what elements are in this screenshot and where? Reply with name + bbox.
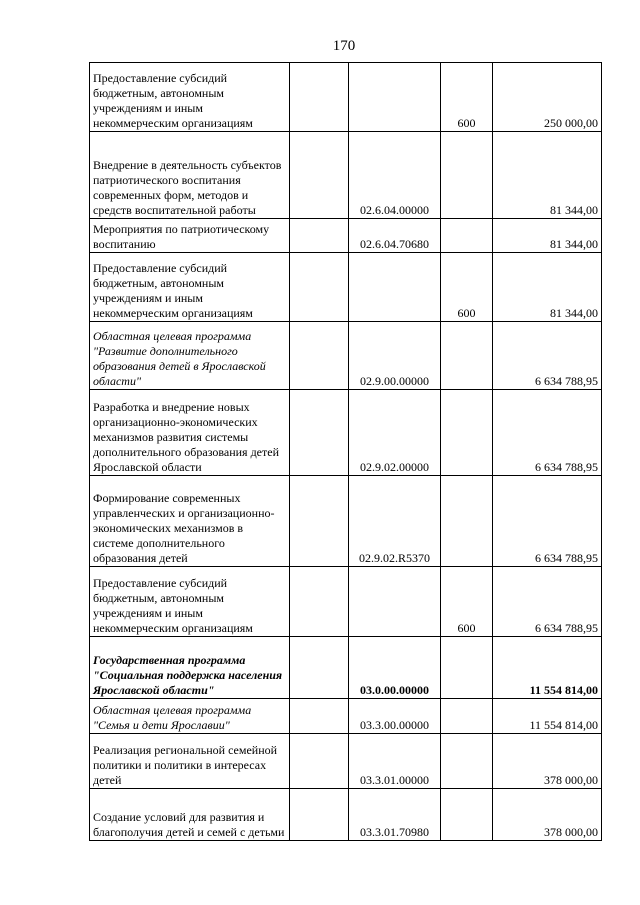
table-row <box>90 390 602 476</box>
row-expense-type: 600 <box>441 253 493 322</box>
table-row <box>90 219 602 253</box>
row-expense-type <box>441 476 493 567</box>
row-amount: 6 634 788,95 <box>493 476 602 567</box>
table-row <box>90 789 602 841</box>
row-code: 03.3.01.00000 <box>349 734 441 789</box>
row-name: Мероприятия по патриотическому воспитанию <box>90 219 290 253</box>
row-blank <box>290 734 349 789</box>
row-blank <box>290 789 349 841</box>
row-blank <box>290 322 349 390</box>
row-code: 02.9.00.00000 <box>349 322 441 390</box>
row-amount: 6 634 788,95 <box>493 567 602 637</box>
row-name: Предоставление субсидий бюджетным, автономным учреждениям и иным некоммерческим организациям <box>90 567 290 637</box>
row-amount: 250 000,00 <box>493 63 602 132</box>
row-name: Формирование современных управленческих и организационно-экономических механизмов в системе дополнительного образования детей <box>90 476 290 567</box>
row-expense-type <box>441 322 493 390</box>
row-code: 02.9.02.R5370 <box>349 476 441 567</box>
row-expense-type <box>441 132 493 219</box>
row-blank <box>290 219 349 253</box>
table-row <box>90 637 602 699</box>
row-blank <box>290 132 349 219</box>
row-blank <box>290 253 349 322</box>
table-row <box>90 63 602 132</box>
row-amount: 81 344,00 <box>493 219 602 253</box>
row-name: Создание условий для развития и благополучия детей и семей с детьми <box>90 789 290 841</box>
row-name: Областная целевая программа "Развитие дополнительного образования детей в Ярославской области" <box>90 322 290 390</box>
row-expense-type <box>441 699 493 734</box>
row-code <box>349 63 441 132</box>
table-row <box>90 699 602 734</box>
row-expense-type: 600 <box>441 63 493 132</box>
row-expense-type: 600 <box>441 567 493 637</box>
table-row <box>90 322 602 390</box>
table-row <box>90 476 602 567</box>
row-expense-type <box>441 219 493 253</box>
table-row <box>90 253 602 322</box>
row-code: 02.9.02.00000 <box>349 390 441 476</box>
row-name: Разработка и внедрение новых организационно-экономических механизмов развития системы дополнительного образования детей Ярославской области <box>90 390 290 476</box>
row-name: Государственная программа "Социальная поддержка населения Ярославской области" <box>90 637 290 699</box>
row-blank <box>290 567 349 637</box>
row-amount: 11 554 814,00 <box>493 637 602 699</box>
budget-table <box>89 62 602 841</box>
row-name: Реализация региональной семейной политики и политики в интересах детей <box>90 734 290 789</box>
row-code: 02.6.04.00000 <box>349 132 441 219</box>
row-code: 03.0.00.00000 <box>349 637 441 699</box>
row-blank <box>290 390 349 476</box>
row-expense-type <box>441 789 493 841</box>
row-amount: 81 344,00 <box>493 132 602 219</box>
row-name: Областная целевая программа "Семья и дети Ярославии" <box>90 699 290 734</box>
row-code: 03.3.00.00000 <box>349 699 441 734</box>
row-name: Предоставление субсидий бюджетным, автономным учреждениям и иным некоммерческим организациям <box>90 253 290 322</box>
row-blank <box>290 476 349 567</box>
row-blank <box>290 699 349 734</box>
page-number: 170 <box>332 38 356 54</box>
row-expense-type <box>441 637 493 699</box>
table-row <box>90 567 602 637</box>
row-blank <box>290 637 349 699</box>
row-code: 03.3.01.70980 <box>349 789 441 841</box>
row-amount: 11 554 814,00 <box>493 699 602 734</box>
row-expense-type <box>441 390 493 476</box>
table-row <box>90 734 602 789</box>
row-amount: 378 000,00 <box>493 789 602 841</box>
row-code <box>349 567 441 637</box>
row-code: 02.6.04.70680 <box>349 219 441 253</box>
row-amount: 6 634 788,95 <box>493 322 602 390</box>
row-amount: 378 000,00 <box>493 734 602 789</box>
row-expense-type <box>441 734 493 789</box>
row-name: Внедрение в деятельность субъектов патриотического воспитания современных форм, методов и средств воспитательной работы <box>90 132 290 219</box>
table-row <box>90 132 602 219</box>
row-blank <box>290 63 349 132</box>
row-amount: 81 344,00 <box>493 253 602 322</box>
row-code <box>349 253 441 322</box>
row-name: Предоставление субсидий бюджетным, автономным учреждениям и иным некоммерческим организациям <box>90 63 290 132</box>
row-amount: 6 634 788,95 <box>493 390 602 476</box>
